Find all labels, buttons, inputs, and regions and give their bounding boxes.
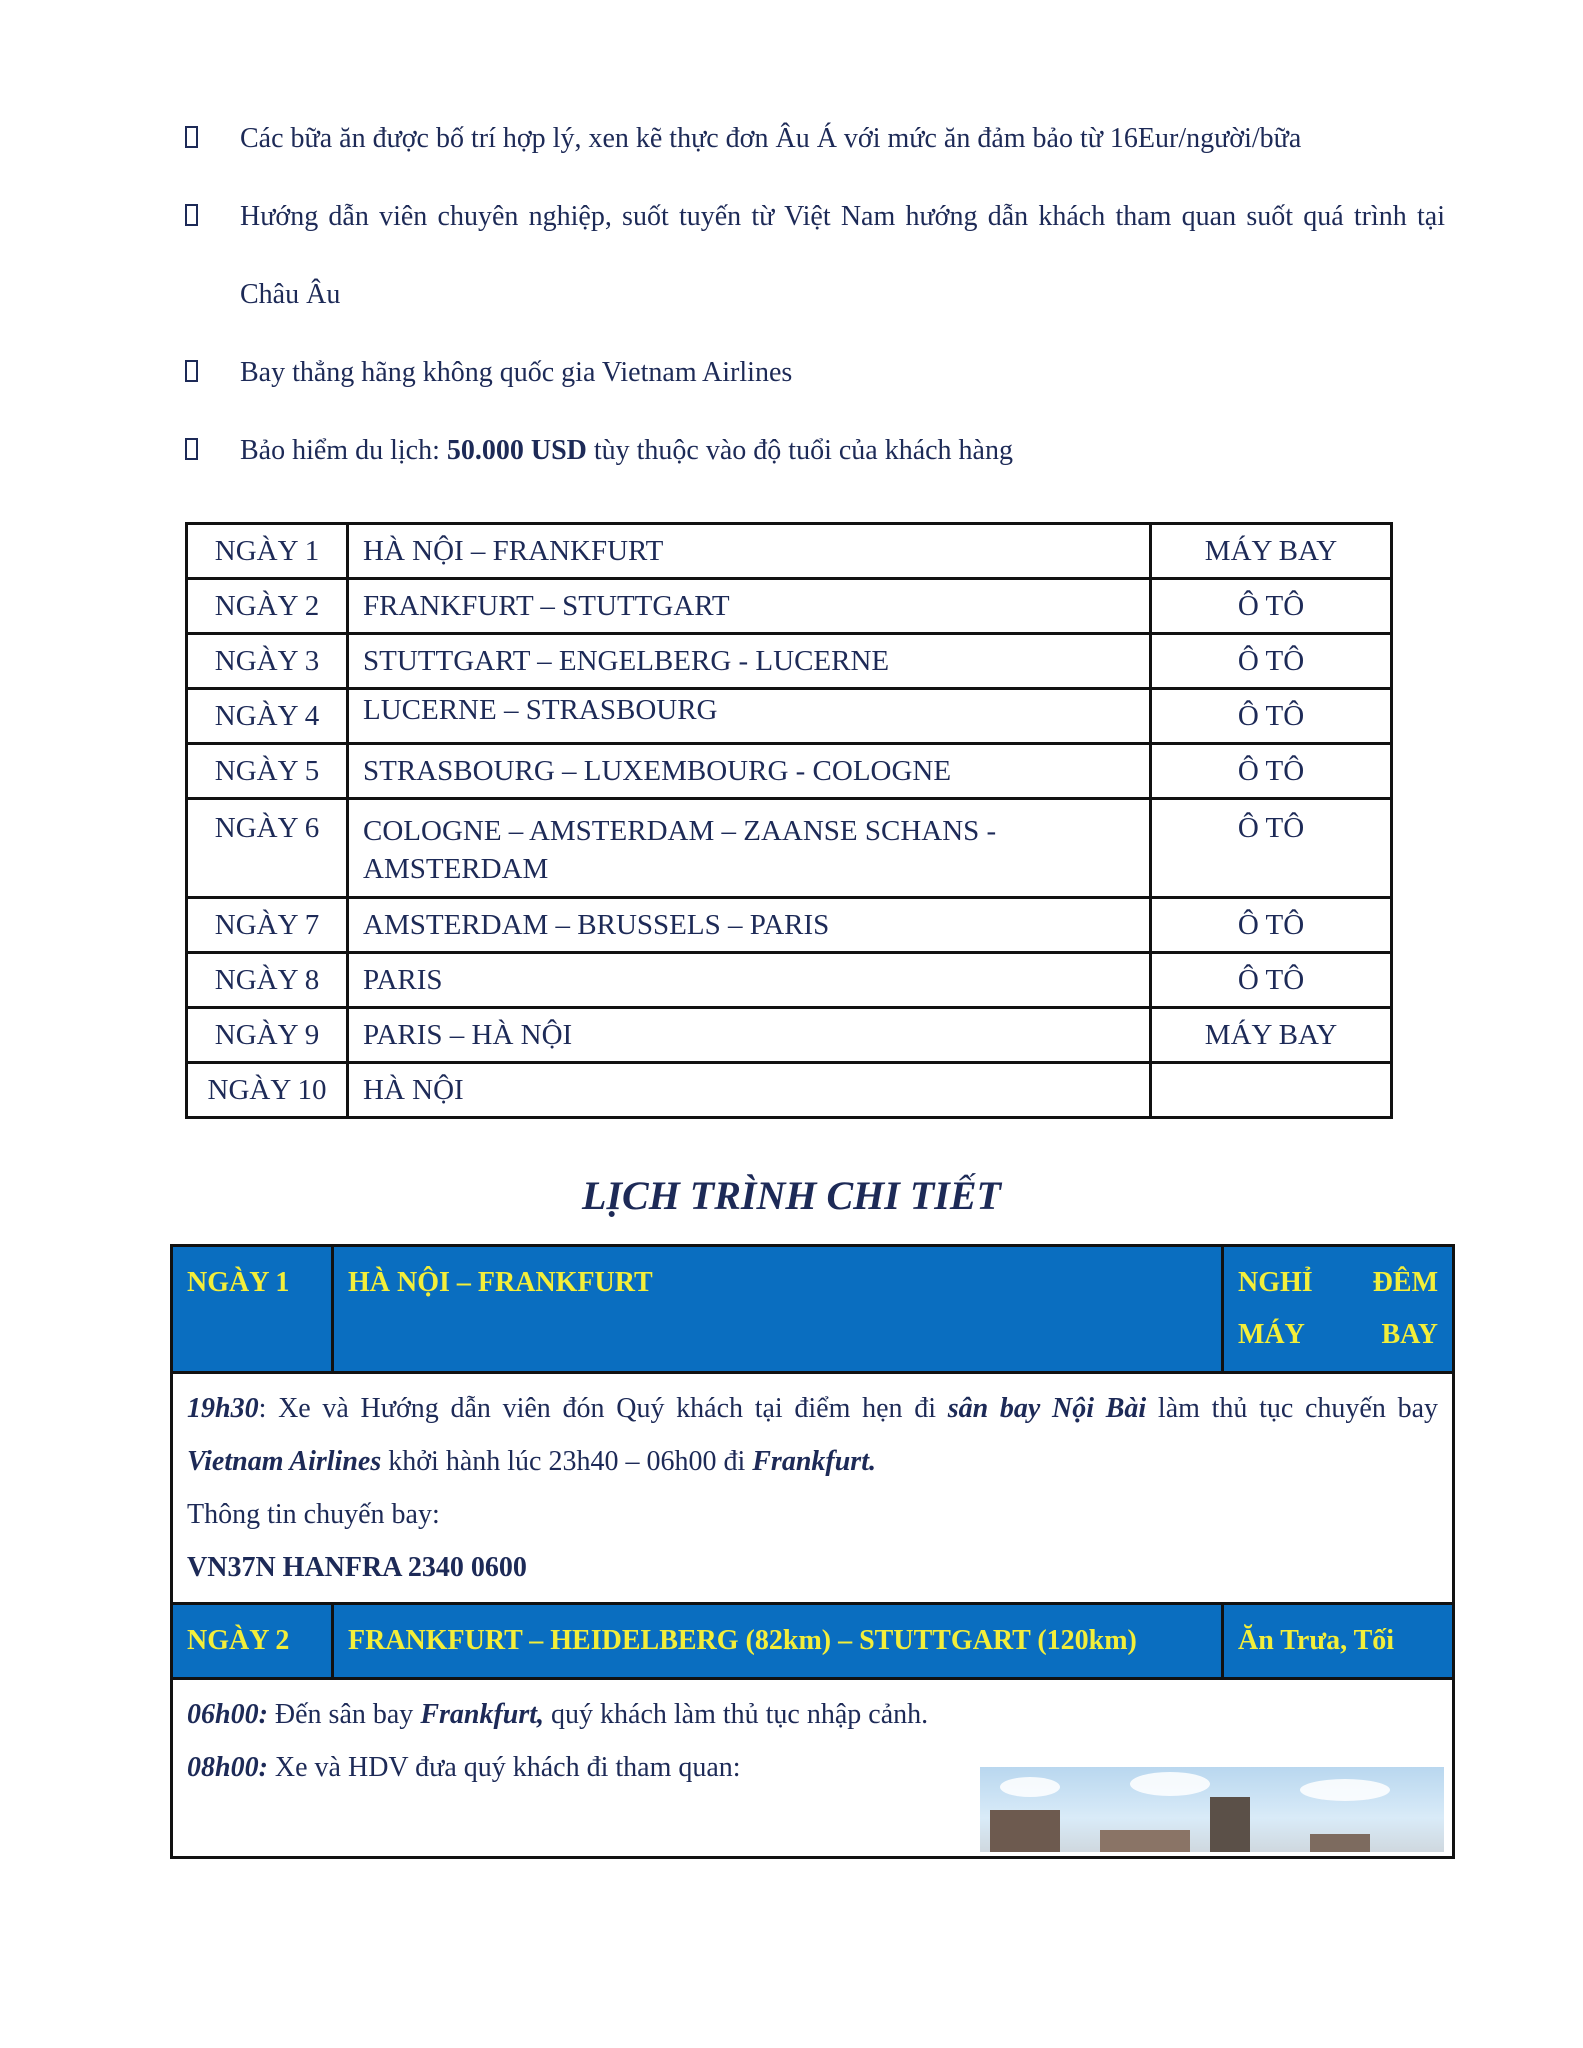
transport-cell: [1151, 1063, 1392, 1118]
text: Đến sân bay: [267, 1699, 421, 1730]
table-row: [187, 744, 1392, 799]
bullet-text: Hướng dẫn viên chuyên nghiệp, suốt tuyến từ Việt Nam hướng dẫn khách tham quan suốt quá trình tại Châu Âu: [240, 201, 1445, 310]
day1-overnight: [1223, 1246, 1454, 1373]
route-cell: HÀ NỘI – FRANKFURT: [348, 524, 1151, 579]
route-cell: STRASBOURG – LUXEMBOURG - COLOGNE: [348, 744, 1151, 799]
transport-cell: Ô TÔ: [1151, 953, 1392, 1008]
list-item: [185, 100, 1445, 178]
day-cell: NGÀY 3: [187, 634, 348, 689]
day1-paragraph: [187, 1382, 1438, 1488]
route-cell: COLOGNE – AMSTERDAM – ZAANSE SCHANS - AMSTERDAM: [348, 799, 1151, 898]
overnight-text: NGHỈ ĐÊM MÁY BAY: [1238, 1267, 1438, 1350]
day2-line: [187, 1688, 1438, 1741]
table-row: [187, 953, 1392, 1008]
route-text: FRANKFURT – HEIDELBERG (82km) – STUTTGART (120km): [348, 1625, 1137, 1656]
bullet-text: Bảo hiểm du lịch:: [240, 435, 447, 466]
table-row: [187, 524, 1392, 579]
transport-cell: Ô TÔ: [1151, 579, 1392, 634]
day-cell: NGÀY 9: [187, 1008, 348, 1063]
day2-label: NGÀY 2: [172, 1604, 333, 1679]
text: quý khách làm thủ tục nhập cảnh.: [544, 1699, 929, 1730]
day1-header-row: [172, 1246, 1454, 1373]
day2-meals: Ăn Trưa, Tối: [1223, 1604, 1454, 1679]
day2-route: [333, 1604, 1223, 1679]
table-row: [187, 1063, 1392, 1118]
day1-label: NGÀY 1: [172, 1246, 333, 1373]
time-label: 08h00:: [187, 1752, 268, 1783]
insurance-amount: 50.000 USD: [446, 435, 587, 466]
text: làm thủ tục chuyến bay: [1146, 1393, 1438, 1424]
checkbox-glyph-icon: [185, 126, 198, 148]
route-cell: PARIS – HÀ NỘI: [348, 1008, 1151, 1063]
day-cell: NGÀY 10: [187, 1063, 348, 1118]
time-label: 06h00:: [187, 1699, 268, 1730]
transport-cell: Ô TÔ: [1151, 799, 1392, 898]
transport-cell: Ô TÔ: [1151, 634, 1392, 689]
bullet-text: tùy thuộc vào độ tuổi của khách hàng: [586, 435, 1013, 466]
flight-info-label: Thông tin chuyến bay:: [187, 1499, 440, 1530]
flight-code: VN37N HANFRA 2340 0600: [187, 1552, 527, 1583]
day1-description: [172, 1373, 1454, 1604]
route-cell: AMSTERDAM – BRUSSELS – PARIS: [348, 898, 1151, 953]
day1-body-row: [172, 1373, 1454, 1604]
table-row: [187, 634, 1392, 689]
table-row: [187, 898, 1392, 953]
route-cell: STUTTGART – ENGELBERG - LUCERNE: [348, 634, 1151, 689]
transport-cell: MÁY BAY: [1151, 1008, 1392, 1063]
itinerary-summary-table: [185, 522, 1393, 1119]
checkbox-glyph-icon: [185, 360, 198, 382]
day-cell: NGÀY 4: [187, 689, 348, 744]
day-cell: NGÀY 8: [187, 953, 348, 1008]
route-cell: FRANKFURT – STUTTGART: [348, 579, 1151, 634]
destination: Frankfurt.: [752, 1446, 876, 1477]
city-name: Frankfurt,: [420, 1699, 545, 1730]
day-cell: NGÀY 1: [187, 524, 348, 579]
transport-cell: Ô TÔ: [1151, 744, 1392, 799]
day-cell: NGÀY 2: [187, 579, 348, 634]
table-row: [187, 689, 1392, 744]
text: khởi hành lúc 23h40 – 06h00 đi: [381, 1446, 753, 1477]
table-row: [187, 1008, 1392, 1063]
included-services-list: [185, 100, 1445, 490]
route-cell: PARIS: [348, 953, 1151, 1008]
route-cell: HÀ NỘI: [348, 1063, 1151, 1118]
list-item: [185, 334, 1445, 412]
transport-cell: MÁY BAY: [1151, 524, 1392, 579]
list-item: [185, 178, 1445, 334]
day-cell: NGÀY 6: [187, 799, 348, 898]
day2-header-row: [172, 1604, 1454, 1679]
detailed-itinerary-heading: LỊCH TRÌNH CHI TIẾT: [582, 1173, 1001, 1218]
checkbox-glyph-icon: [185, 438, 198, 460]
bullet-text: Các bữa ăn được bố trí hợp lý, xen kẽ thực đơn Âu Á với mức ăn đảm bảo từ 16Eur/người/bữa: [240, 123, 1302, 154]
list-item: [185, 412, 1445, 490]
time-label: 19h30: [187, 1393, 259, 1424]
checkbox-glyph-icon: [185, 204, 198, 226]
table-row: [187, 799, 1392, 898]
frankfurt-photo: [980, 1767, 1444, 1852]
route-cell: LUCERNE – STRASBOURG: [348, 689, 1151, 744]
day1-route: HÀ NỘI – FRANKFURT: [333, 1246, 1223, 1373]
text: Xe và HDV đưa quý khách đi tham quan:: [267, 1752, 741, 1783]
bullet-text: Bay thẳng hãng không quốc gia Vietnam Airlines: [240, 357, 793, 388]
airport-name: sân bay Nội Bài: [947, 1393, 1147, 1424]
day-cell: NGÀY 7: [187, 898, 348, 953]
airline-name: Vietnam Airlines: [187, 1446, 382, 1477]
transport-cell: Ô TÔ: [1151, 689, 1392, 744]
text: : Xe và Hướng dẫn viên đón Quý khách tại điểm hẹn đi: [258, 1393, 948, 1424]
transport-cell: Ô TÔ: [1151, 898, 1392, 953]
day-cell: NGÀY 5: [187, 744, 348, 799]
table-row: [187, 579, 1392, 634]
